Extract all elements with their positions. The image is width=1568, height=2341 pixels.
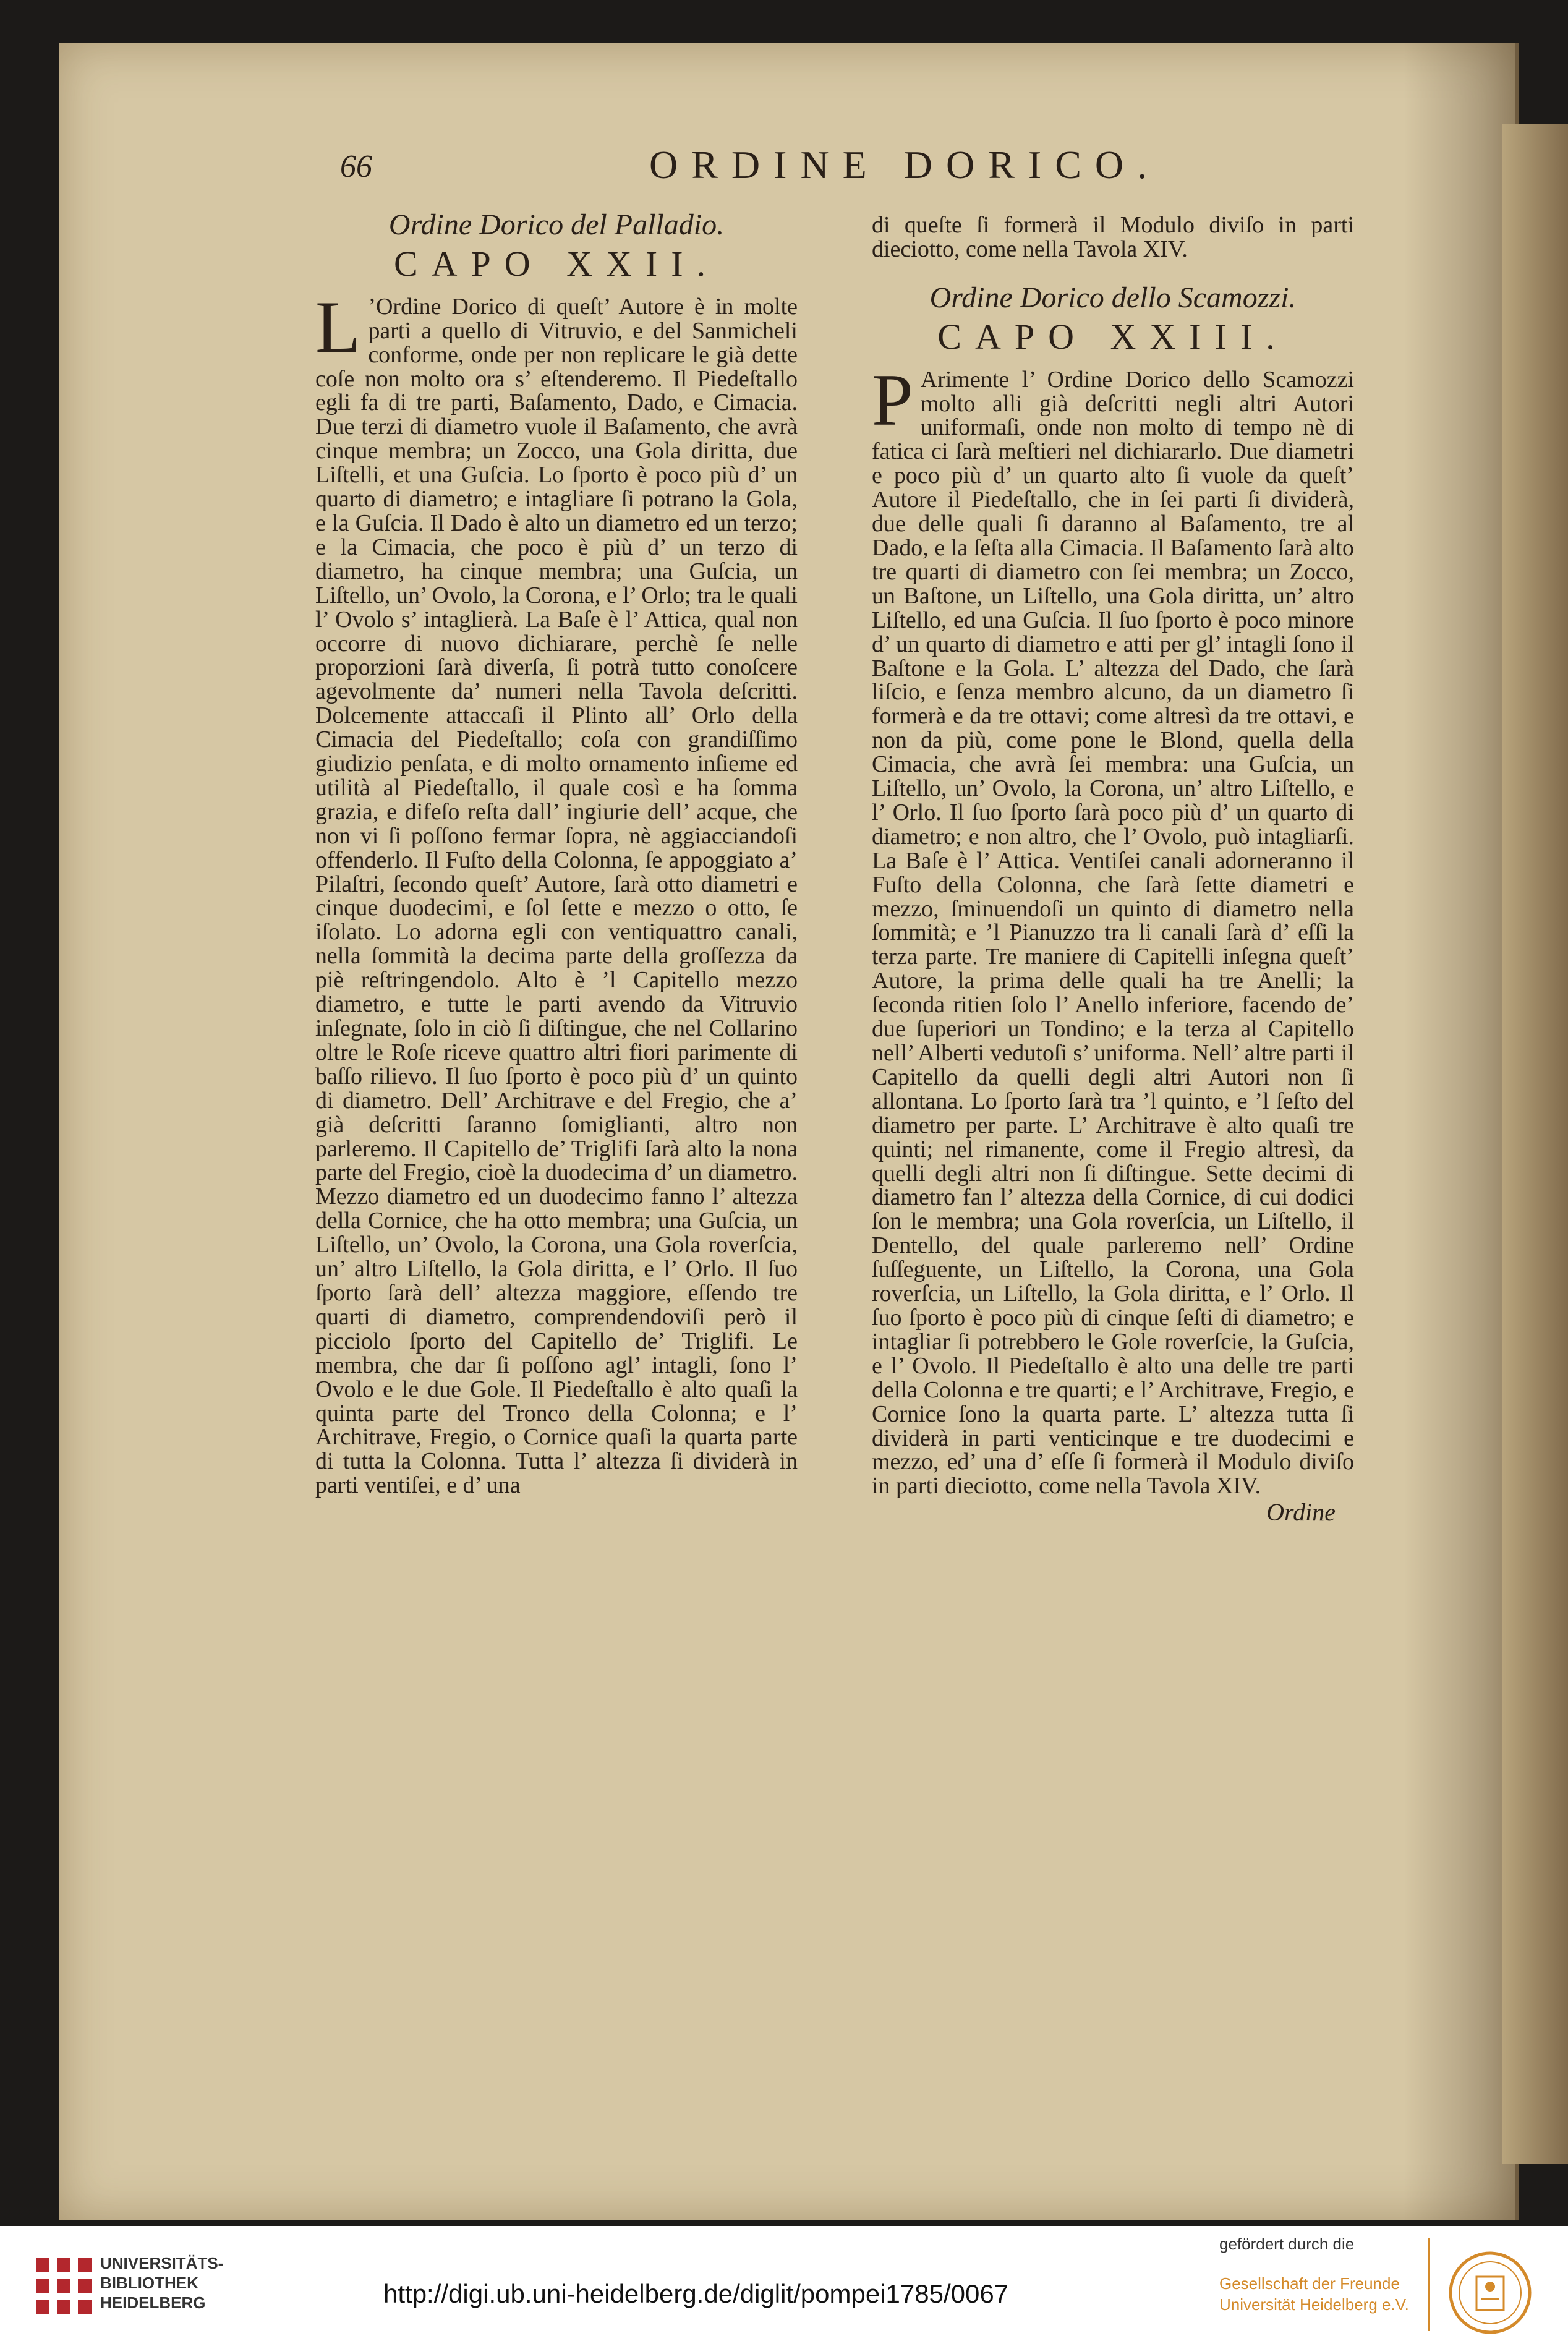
section-title-scamozzi: Ordine Dorico dello Scamozzi. <box>929 281 1297 314</box>
drop-cap-p: P <box>872 358 913 441</box>
library-name-line: BIBLIOTHEK <box>100 2274 198 2292</box>
continuation-text: di queſte ſi formerà il Modulo diviſo in parti dieciotto, come nella Tavola XIV. <box>872 212 1354 262</box>
footer-divider <box>1428 2238 1430 2331</box>
society-name-line: Gesellschaft der Freunde <box>1219 2274 1400 2293</box>
page-number: 66 <box>340 149 372 184</box>
library-logo-icon <box>36 2258 92 2314</box>
page-gutter-shadow <box>1404 43 1515 2220</box>
paragraph-text: Arimente l’ Ordine Dorico dello Scamozzi molto alli già deſcritti negli altri Autori uniformaſi, onde non molto di tempo nè di fatica ci ſarà meſtieri nel dichiararlo. Due diametri e poco più d’ un quarto alto ſi vuole da queſt’ Autore il Piedeſtallo, che in ſei parti ſi dividerà, due delle quali ſi daranno al Baſamento, tre al Dado, e la ſeſta alla Cimacia. Il Baſamento ſarà alto tre quarti di diametro con ſei membra; un Zocco, un Baſtone, un Liſtello, una Gola diritta, un’ altro Liſtello, ed una Guſcia. Il ſuo ſporto è poco minore d’ un quarto di diametro e atti per gl’ intagli ſono il Baſtone e la Gola. L’ altezza del Dado, che ſarà liſcio, e ſenza membro alcuno, da un diametro ſi formerà e da tre ottavi; come altresì da tre ottavi, e non da più, come pone le Blond, quella della Cimacia, che avrà ſei membra: una Guſcia, un Liſtello, un’ Ovolo, la Corona, un’ altro Liſtello, e l’ Orlo. Il ſuo ſporto ſarà poco più d’ un quarto di diametro; e non altro, che l’ Ovolo, può intagliarſi. La Baſe è l’ Attica. Ventiſei canali adorneranno il Fuſto della Colonna, che ſarà ſette diametri e mezzo, ſminuendoſi un quinto di diametro nella ſommità; e ’l Pianuzzo tra li canali ſarà d’ eſſi la terza parte. Tre maniere di Capitelli inſegna queſt’ Autore, la prima delle quali ha tre Anelli; la ſeconda ritien ſolo l’ Anello inferiore, facendo de’ due ſuperiori un Tondino; e la terza al Capitello nell’ Alberti vedutoſi s’ uniforma. Nell’ altre parti il Capitello da quelli degli altri Autori non ſi allontana. Lo ſporto ſarà tra ’l quinto, e ’l ſeſto del diametro per parte. L’ Architrave è alto quaſi tre quinti; nel rimanente, come il Fregio altresì, da quelli degli altri non ſi diſtingue. Sette decimi di diametro fan l’ altezza della Cornice, di cui dodici ſon le membra; una Gola roverſcia, un Liſtello, il Dentello, del quale parleremo nell’ Ordine ſuſſeguente, un Liſtello, la Corona, una Gola roverſcia, un Liſtello, la Gola diritta, e l’ Orlo. Il ſuo ſporto è poco più di cinque ſeſti di diametro; e intagliar ſi potrebbero le Gole roverſcie, la Guſcia, e l’ Ovolo. Il Piedeſtallo è alto una delle tre parti della Colonna e tre quarti; e l’ Architrave, Fregio, e Cornice ſono la quarta parte. L’ altezza tutta ſi dividerà in parti venticinque e tre duodecimi e mezzo, ed’ una d’ eſſe ſi formerà il Modulo diviſo in parti dieciotto, come nella Tavola XIV. <box>872 366 1354 1499</box>
catchword: Ordine <box>1266 1498 1336 1527</box>
drop-cap-l: L <box>315 285 361 368</box>
permalink-url[interactable]: http://digi.ub.uni-heidelberg.de/diglit/pompei1785/0067 <box>383 2279 1009 2308</box>
right-column <box>872 213 1354 1525</box>
chapter-heading-xxiii: CAPO XXIII. <box>937 316 1289 357</box>
body-text-scamozzi <box>872 358 1354 1499</box>
page-header <box>340 142 1453 192</box>
left-column <box>315 208 798 1499</box>
chapter-heading-xxii: CAPO XXII. <box>393 243 720 284</box>
library-name-line: HEIDELBERG <box>100 2293 206 2312</box>
section-title-palladio: Ordine Dorico del Palladio. <box>388 208 725 241</box>
paragraph-text: ’Ordine Dorico di queſt’ Autore è in molte parti a quello di Vitruvio, e del Sanmicheli conforme, onde per non replicare le già dette coſe non molto ora s’ eſtenderemo. Il Piedeſtallo egli fa di tre parti, Baſamento, Dado, e Cimacia. Due terzi di diametro vuole il Baſamento, che avrà cinque membra; un Zocco, una Gola diritta, due Liſtelli, et una Guſcia. Lo ſporto è poco più d’ un quarto di diametro; e intagliare ſi potrano la Gola, e la Guſcia. Il Dado è alto un diametro ed un terzo; e la Cimacia, che poco è più d’ un terzo di diametro, ha cinque membra; una Guſcia, un Liſtello, un’ Ovolo, la Corona, e l’ Orlo; tra le quali l’ Ovolo s’ intaglierà. La Baſe è l’ Attica, qual non occorre di nuovo dichiarare, perchè ſe nelle proporzioni ſarà diverſa, ſi potrà tutto conoſcere agevolmente da’ numeri nella Tavola deſcritti. Dolcemente attaccaſi il Plinto all’ Orlo della Cimacia del Piedeſtallo; coſa con grandiſſimo giudizio penſata, e di molto ornamento inſieme ed utilità al Piedeſtallo, il quale così e ha ſomma grazia, e difeſo reſta dall’ ingiurie dell’ acque, che non vi ſi poſſono fermar ſopra, nè aggiacciandoſi offenderlo. Il Fuſto della Colonna, ſe appoggiato a’ Pilaſtri, ſecondo queſt’ Autore, ſarà otto diametri e cinque duodecimi, e ſol ſette e mezzo o otto, ſe iſolato. Lo adorna egli con ventiquattro canali, nella ſommità la decima parte della groſſezza da piè reſtringendolo. Alto è ’l Capitello mezzo diametro, e tutte le parti avendo da Vitruvio inſegnate, ſolo in ciò ſi diſtingue, che nel Collarino oltre le Roſe riceve quattro altri fiori parimente di baſſo rilievo. Il ſuo ſporto è poco più d’ un quinto di diametro. Dell’ Architrave e del Fregio, che a’ già deſcritti ſaranno ſomiglianti, altro non parleremo. Il Capitello de’ Triglifi ſarà alto la nona parte del Fregio, cioè la duodecima d’ un diametro. Mezzo diametro ed un duodecimo fanno l’ altezza della Cornice, che ha otto membra; una Guſcia, un Liſtello, un’ Ovolo, la Corona, una Gola roverſcia, un’ altro Liſtello, la Gola diritta, e l’ Orlo. Il ſuo ſporto ſarà dell’ altezza maggiore, eſſendo tre quarti di diametro, comprendendoviſi però il picciolo ſporto del Capitello de’ Triglifi. Le membra, che dar ſi poſſono agl’ intagli, ſono l’ Ovolo e le due Gole. Il Piedeſtallo è alto quaſi la quinta parte del Tronco della Colonna; e l’ Architrave, Fregio, o Cornice quaſi la quarta parte di tutta la Colonna. Tutta l’ altezza ſi dividerà in parti ventiſei, e d’ una <box>315 293 798 1499</box>
library-name-line: UNIVERSITÄTS- <box>100 2254 224 2272</box>
viewer-footer <box>0 2226 1568 2341</box>
funded-by-label: gefördert durch die <box>1219 2235 1355 2253</box>
university-seal-icon <box>1447 2249 1533 2336</box>
adjacent-page-edge <box>1502 124 1568 2164</box>
society-name <box>1219 2273 1409 2315</box>
body-text-palladio <box>315 285 798 1499</box>
library-name <box>100 2253 223 2313</box>
society-name-line: Universität Heidelberg e.V. <box>1219 2295 1409 2314</box>
running-head: ORDINE DORICO. <box>649 143 1161 187</box>
